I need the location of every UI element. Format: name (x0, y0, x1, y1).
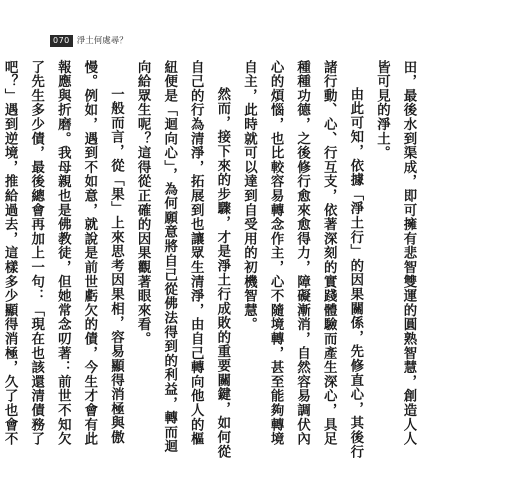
vertical-text-body (0, 60, 422, 460)
page-number: 070 (50, 35, 73, 47)
paragraph-4: 一般而言，從「果」上來思考因果相，容易顯得消極與傲慢。例如，遇到不如意，就說是前世虧欠的債，今生才會有此報應與折磨。我母親也是佛教徒，但她常念叨著：前世不知欠了先生多少債，最後總會再加上一句：「現在也該還清債務了吧？」遇到逆境，推給過去，這樣多少顯得消極，久了也會不 (2, 60, 125, 447)
paragraph-2: 由此可知，依據「淨土行」的因果關係，先修直心，其後行諸行動、心、行互支，依著深刻的實踐體驗而產生深心，具足種種功德，之後修行愈來愈得力，障礙漸消，自然容易調伏內心的煩惱，也比較容易轉念作主，心不隨境轉，甚至能夠轉境自主，此時就可以達到自受用的初機智慧。 (241, 60, 364, 459)
page-header (50, 34, 128, 48)
paragraph-3: 然而，接下來的步驟，才是淨土行成敗的重要關鍵，如何從自己的行為清淨，拓展到也讓眾生清淨，由自己轉向他人的樞紐便是「迴向心」，為何願意將自己從佛法得到的利益，轉而迴向給眾生呢？這得從正確的因果觀著眼來看。 (135, 60, 231, 459)
running-title: 淨土何處尋？ (76, 36, 128, 46)
paragraph-1: 田，最後水到渠成，即可擁有悲智雙運的圓熟智慧，創造人人皆可見的淨土。 (374, 60, 417, 447)
